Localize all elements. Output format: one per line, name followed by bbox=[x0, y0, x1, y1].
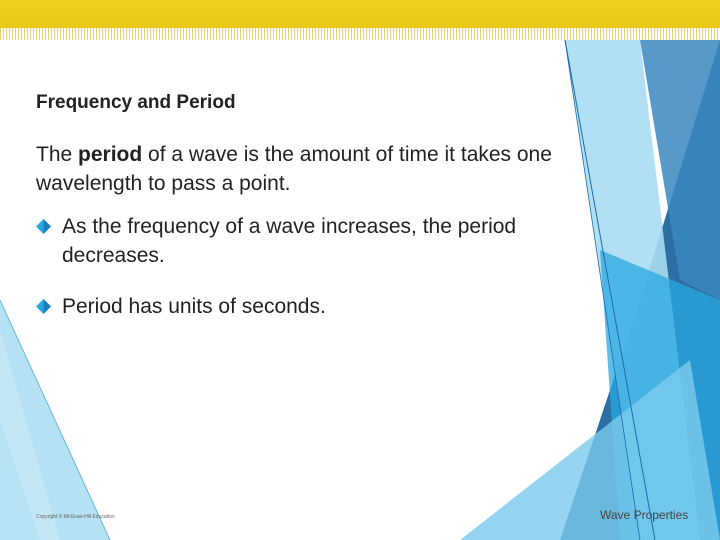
bullet-list bbox=[36, 212, 606, 343]
bullet-item bbox=[36, 292, 606, 321]
arrow-bullet-icon bbox=[36, 219, 51, 234]
bullet-text: Period has units of seconds. bbox=[62, 295, 326, 318]
bullet-text: As the frequency of a wave increases, the period decreases. bbox=[62, 215, 517, 267]
intro-prefix: The bbox=[36, 143, 79, 166]
slide-heading: Frequency and Period bbox=[36, 92, 236, 113]
intro-suffix: of a wave is the amount of time it takes one wavelength to pass a point. bbox=[36, 143, 552, 195]
bullet-item bbox=[36, 212, 606, 270]
arrow-bullet-icon bbox=[36, 299, 51, 314]
footer-section-label: Wave Properties bbox=[600, 508, 689, 522]
copyright-notice: Copyright © McGraw-Hill Education bbox=[36, 514, 115, 520]
intro-text bbox=[36, 140, 636, 198]
intro-bold-term: period bbox=[78, 143, 143, 166]
